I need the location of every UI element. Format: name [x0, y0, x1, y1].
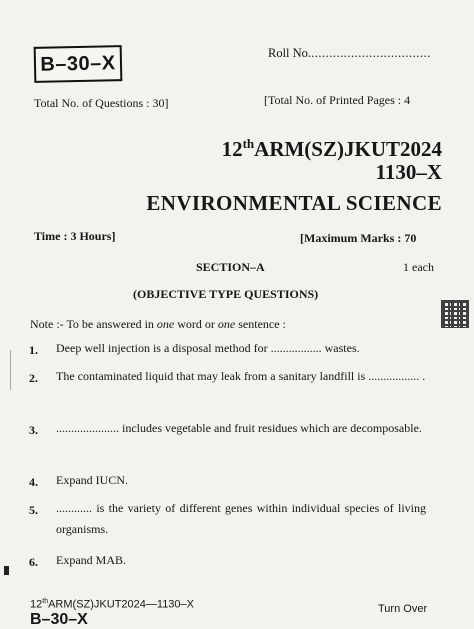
- note-emphasis-1: one: [156, 317, 175, 331]
- question-text: The contaminated liquid that may leak from a sanitary landfill is ................. .: [56, 369, 426, 383]
- footer-code-sup: th: [42, 598, 49, 605]
- roll-label: Roll No.: [268, 46, 312, 60]
- footer-code-rest: ARM(SZ)JKUT2024—1130–X: [48, 598, 194, 611]
- note-suffix: sentence :: [235, 317, 286, 331]
- footer-code-number: 12: [30, 598, 43, 611]
- roll-number-line: [268, 46, 431, 61]
- marks-each: 1 each: [403, 260, 434, 274]
- time-allowed: Time : 3 Hours]: [34, 229, 116, 243]
- exam-code-title: [222, 136, 442, 162]
- paper-code-box: [34, 45, 123, 83]
- total-pages: [Total No. of Printed Pages : 4: [264, 93, 411, 107]
- question-number: 4.: [29, 475, 38, 489]
- question-number: 5.: [29, 503, 38, 517]
- maximum-marks: [Maximum Marks : 70: [300, 231, 417, 245]
- objective-heading: (OBJECTIVE TYPE QUESTIONS): [133, 287, 319, 301]
- paper-number-title: 1130–X: [375, 160, 442, 184]
- question-text: Expand IUCN.: [56, 473, 128, 487]
- paper-code: B–30–X: [40, 51, 116, 76]
- question-number: 3.: [29, 423, 38, 437]
- question-number: 1.: [29, 343, 38, 357]
- note-line: [30, 317, 286, 332]
- exam-code-rest: ARM(SZ)JKUT2024: [254, 137, 442, 161]
- scan-mark: [4, 566, 9, 575]
- turn-over-label: Turn Over: [378, 603, 428, 615]
- question-number: 6.: [29, 555, 38, 569]
- scan-mark: [10, 350, 11, 390]
- footer-paper-code: B–30–X: [30, 611, 88, 628]
- question-number: 2.: [29, 371, 38, 385]
- note-prefix: Note :- To be answered in: [30, 317, 157, 331]
- question-text: Expand MAB.: [56, 553, 126, 567]
- question-text: Deep well injection is a disposal method for ................. wastes.: [56, 341, 360, 355]
- question-text: ..................... includes vegetable and fruit residues which are decomposable.: [56, 421, 422, 435]
- exam-code-sup: th: [242, 136, 255, 151]
- note-emphasis-2: one: [217, 317, 236, 331]
- subject-title: ENVIRONMENTAL SCIENCE: [146, 191, 442, 215]
- exam-code-number: 12: [221, 137, 243, 161]
- total-questions: Total No. of Questions : 30]: [34, 96, 169, 110]
- footer-exam-code: [30, 598, 194, 611]
- note-mid: word or: [174, 317, 218, 331]
- question-text: ............ is the variety of different genes within individual species of living organisms.: [56, 501, 426, 536]
- section-heading: SECTION–A: [196, 260, 265, 274]
- roll-dots: .................................: [311, 46, 431, 60]
- qr-code-icon: [441, 300, 469, 328]
